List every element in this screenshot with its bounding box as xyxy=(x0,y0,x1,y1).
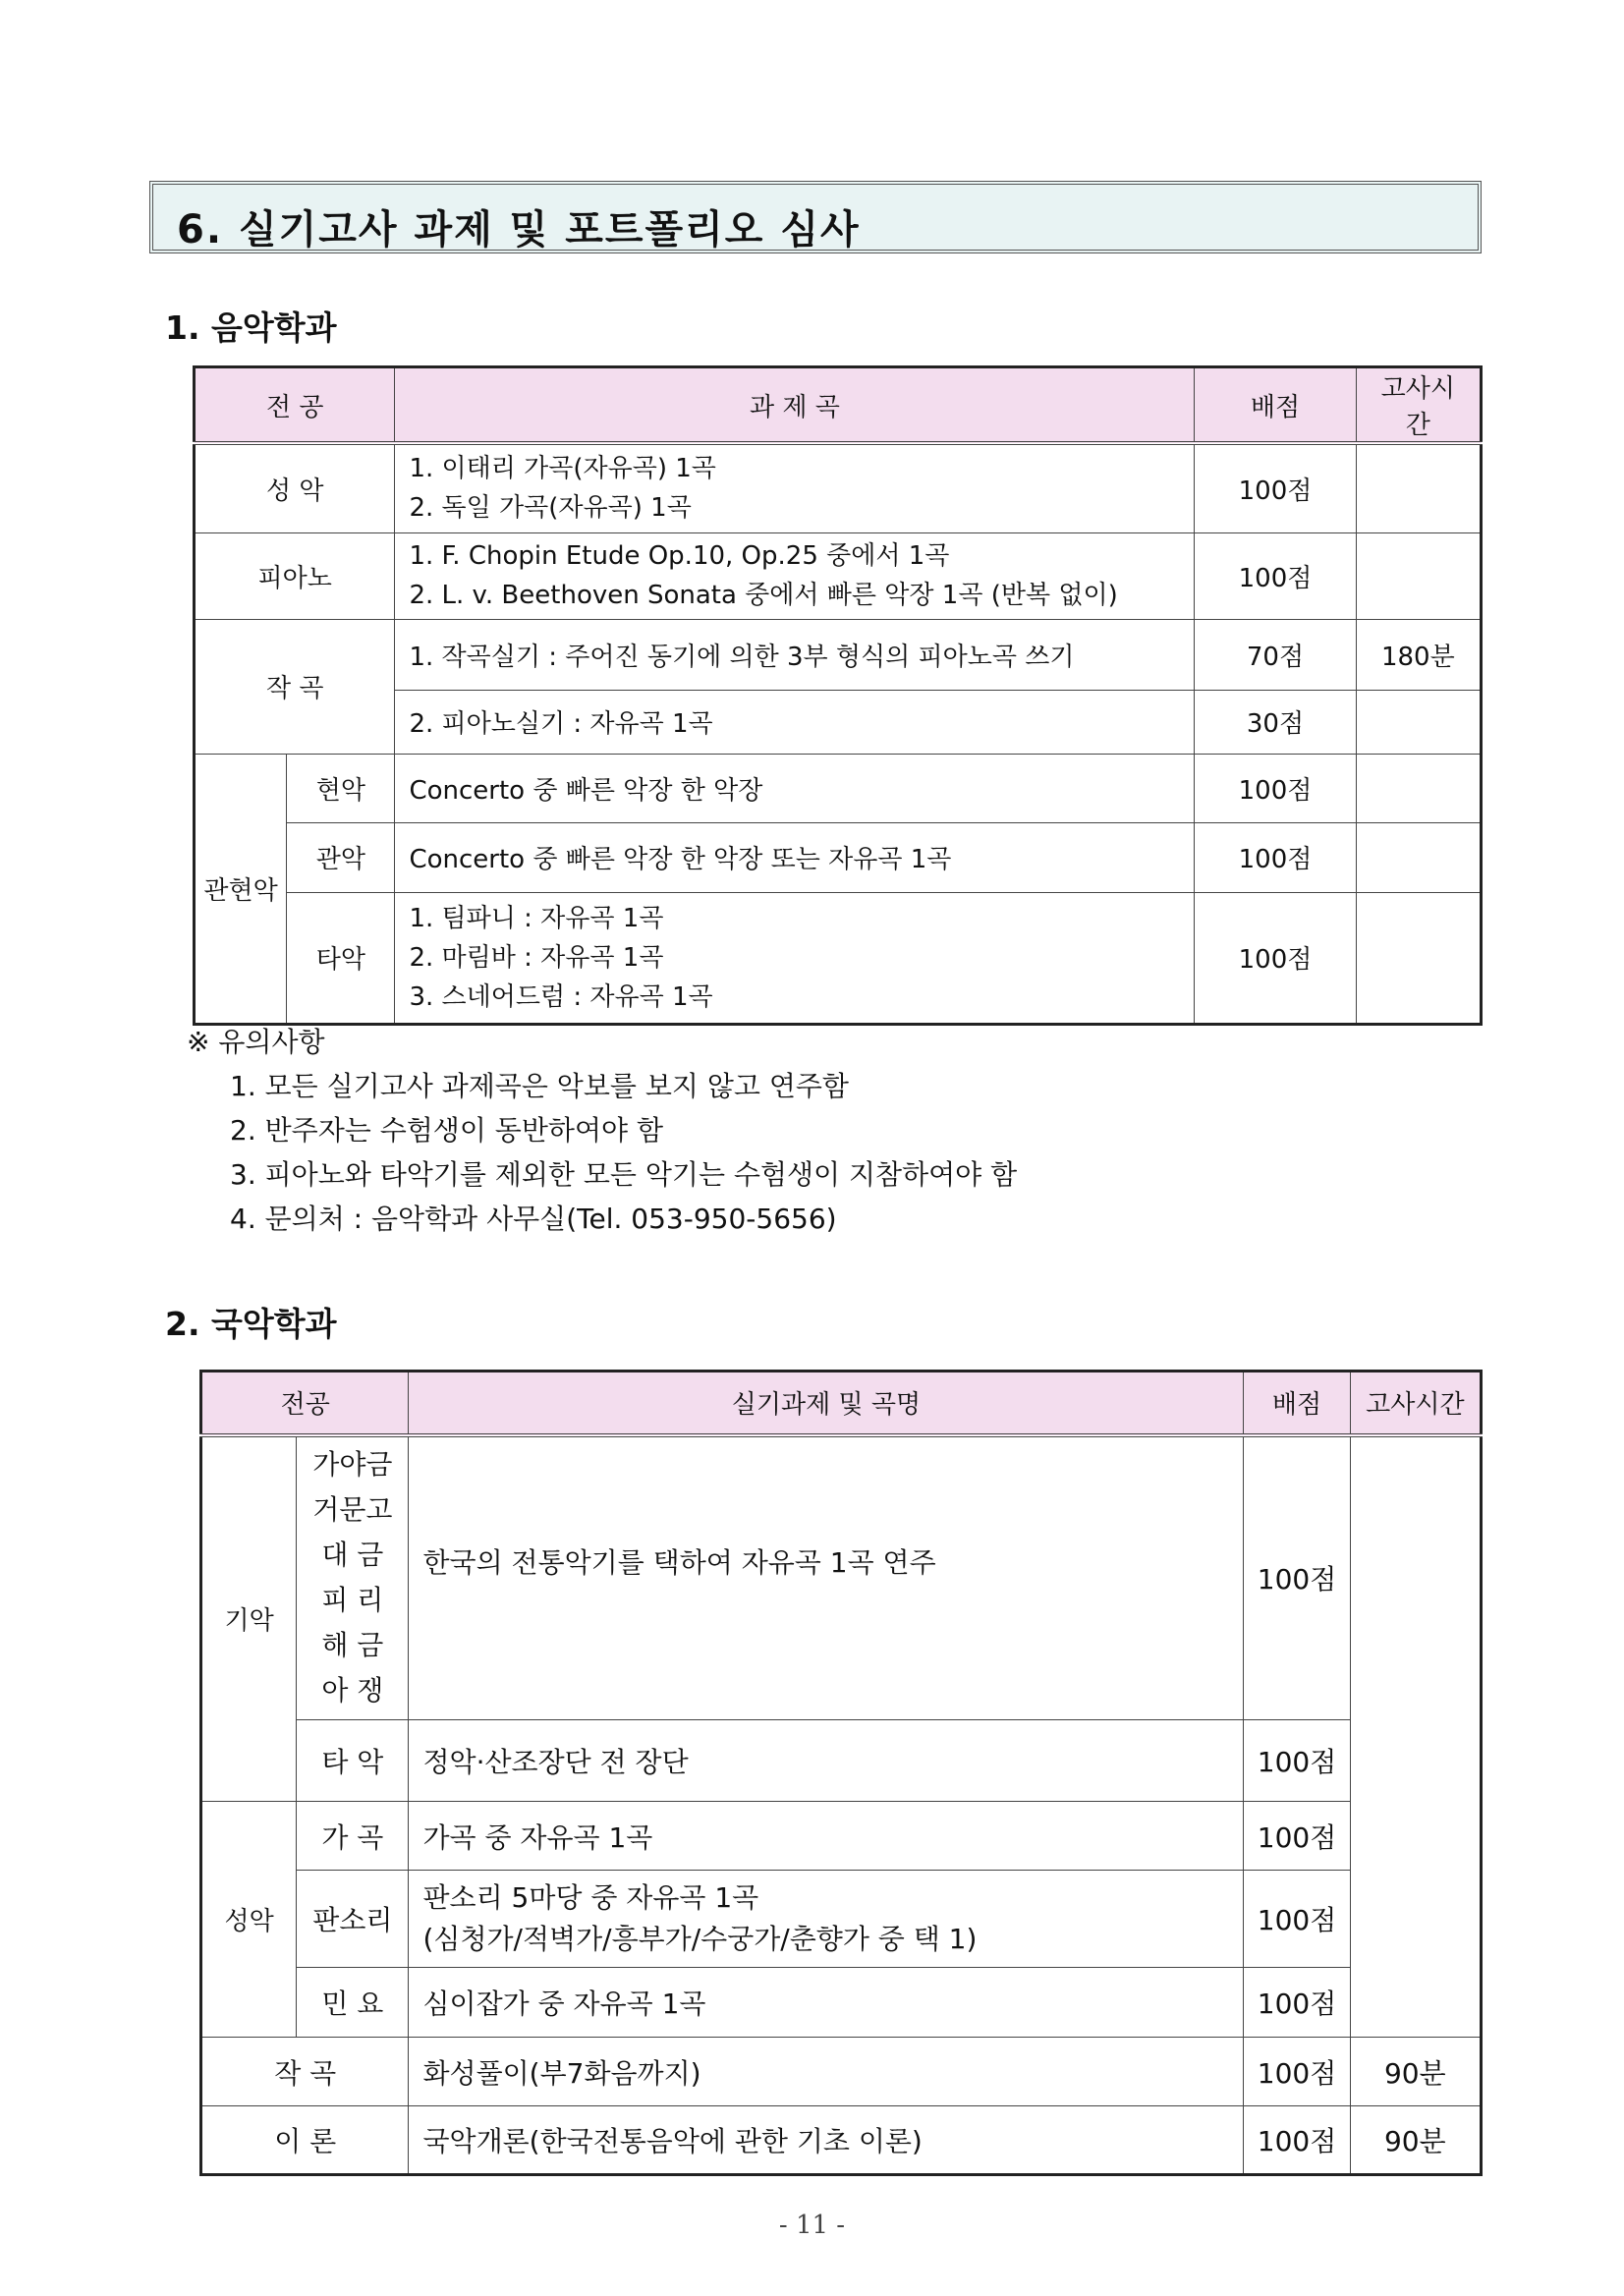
task-cell: Concerto 중 빠른 악장 한 악장 또는 자유곡 1곡 xyxy=(395,822,1195,892)
table-row xyxy=(201,1802,1482,1871)
header-score: 배점 xyxy=(1195,367,1356,444)
note-item: 4. 문의처 : 음악학과 사무실(Tel. 053-950-5656) xyxy=(230,1203,837,1235)
sub-major-cell: 타 악 xyxy=(297,1720,409,1802)
sub-major-cell: 현악 xyxy=(287,754,395,822)
music-table xyxy=(193,365,1483,1026)
table-row xyxy=(195,822,1482,892)
table-header-row xyxy=(201,1372,1482,1435)
time-cell: 90분 xyxy=(1350,2038,1481,2106)
notes-block xyxy=(187,1020,1017,1241)
major-cell: 관현악 xyxy=(195,754,287,1024)
task-cell: 정악·산조장단 전 장단 xyxy=(409,1720,1244,1802)
time-cell-empty xyxy=(1350,1435,1481,2038)
score-cell: 30점 xyxy=(1195,690,1356,754)
header-task: 실기과제 및 곡명 xyxy=(409,1372,1244,1435)
header-score: 배점 xyxy=(1244,1372,1350,1435)
task-cell: 1. 이태리 가곡(자유곡) 1곡 2. 독일 가곡(자유곡) 1곡 xyxy=(395,443,1195,532)
section-title: 6. 실기고사 과제 및 포트폴리오 심사 xyxy=(177,207,861,252)
sub-major-cell: 판소리 xyxy=(297,1871,409,1968)
table-row xyxy=(201,1435,1482,1720)
time-cell xyxy=(1356,754,1481,822)
table-header-row xyxy=(195,367,1482,444)
page-number: - 11 - xyxy=(778,2211,846,2240)
score-cell: 100점 xyxy=(1195,822,1356,892)
table-row xyxy=(201,2038,1482,2106)
major-cell: 작 곡 xyxy=(201,2038,409,2106)
score-cell: 100점 xyxy=(1244,1720,1350,1802)
sub-major-cell: 타악 xyxy=(287,892,395,1024)
major-cell: 성 악 xyxy=(195,443,395,532)
time-cell: 90분 xyxy=(1350,2106,1481,2175)
major-cell: 이 론 xyxy=(201,2106,409,2175)
korean-music-heading: 2. 국악학과 xyxy=(165,1305,337,1343)
table-row xyxy=(195,619,1482,690)
score-cell: 100점 xyxy=(1244,1871,1350,1968)
score-cell: 100점 xyxy=(1195,892,1356,1024)
table-row xyxy=(201,1968,1482,2038)
score-cell: 100점 xyxy=(1195,754,1356,822)
major-cell: 피아노 xyxy=(195,532,395,619)
task-cell: 심이잡가 중 자유곡 1곡 xyxy=(409,1968,1244,2038)
score-cell: 100점 xyxy=(1244,1802,1350,1871)
sub-major-cell: 관악 xyxy=(287,822,395,892)
table-row xyxy=(201,1720,1482,1802)
sub-major-cell: 민 요 xyxy=(297,1968,409,2038)
time-cell xyxy=(1356,892,1481,1024)
task-cell: 화성풀이(부7화음까지) xyxy=(409,2038,1244,2106)
score-cell: 100점 xyxy=(1195,443,1356,532)
task-cell: 2. 피아노실기 : 자유곡 1곡 xyxy=(395,690,1195,754)
major-cell: 성악 xyxy=(201,1802,297,2038)
time-cell xyxy=(1356,690,1481,754)
task-cell: 1. 팀파니 : 자유곡 1곡 2. 마림바 : 자유곡 1곡 3. 스네어드럼 : 자유곡 1곡 xyxy=(395,892,1195,1024)
note-item: 2. 반주자는 수험생이 동반하여야 함 xyxy=(230,1114,663,1147)
time-cell xyxy=(1356,822,1481,892)
time-cell xyxy=(1356,443,1481,532)
table-row xyxy=(195,532,1482,619)
note-item: 1. 모든 실기고사 과제곡은 악보를 보지 않고 연주함 xyxy=(230,1070,849,1102)
task-cell: 1. F. Chopin Etude Op.10, Op.25 중에서 1곡 2. L. v. Beethoven Sonata 중에서 빠른 악장 1곡 (반복 없이) xyxy=(395,532,1195,619)
time-cell xyxy=(1356,532,1481,619)
music-heading: 1. 음악학과 xyxy=(165,308,337,347)
score-cell: 100점 xyxy=(1244,1968,1350,2038)
major-cell: 작 곡 xyxy=(195,619,395,754)
table-row xyxy=(201,2106,1482,2175)
task-cell: 가곡 중 자유곡 1곡 xyxy=(409,1802,1244,1871)
header-task: 과 제 곡 xyxy=(395,367,1195,444)
task-cell: 판소리 5마당 중 자유곡 1곡 (심청가/적벽가/흥부가/수궁가/춘향가 중 택 1) xyxy=(409,1871,1244,1968)
time-cell: 180분 xyxy=(1356,619,1481,690)
header-time: 고사시간 xyxy=(1356,367,1481,444)
table-row xyxy=(195,754,1482,822)
header-major: 전 공 xyxy=(195,367,395,444)
task-cell: Concerto 중 빠른 악장 한 악장 xyxy=(395,754,1195,822)
score-cell: 100점 xyxy=(1195,532,1356,619)
notes-title: ※ 유의사항 xyxy=(187,1026,325,1058)
score-cell: 100점 xyxy=(1244,1435,1350,1720)
sub-major-cell: 가야금 거문고 대 금 피 리 해 금 아 쟁 xyxy=(297,1435,409,1720)
table-row xyxy=(201,1871,1482,1968)
major-cell: 기악 xyxy=(201,1435,297,1802)
korean-music-table xyxy=(199,1370,1483,2176)
score-cell: 100점 xyxy=(1244,2106,1350,2175)
section-banner xyxy=(149,181,1482,253)
sub-major-cell: 가 곡 xyxy=(297,1802,409,1871)
task-cell: 국악개론(한국전통음악에 관한 기초 이론) xyxy=(409,2106,1244,2175)
task-cell: 한국의 전통악기를 택하여 자유곡 1곡 연주 xyxy=(409,1435,1244,1720)
table-row xyxy=(195,443,1482,532)
score-cell: 100점 xyxy=(1244,2038,1350,2106)
header-major: 전공 xyxy=(201,1372,409,1435)
note-item: 3. 피아노와 타악기를 제외한 모든 악기는 수험생이 지참하여야 함 xyxy=(230,1158,1018,1191)
task-cell: 1. 작곡실기 : 주어진 동기에 의한 3부 형식의 피아노곡 쓰기 xyxy=(395,619,1195,690)
header-time: 고사시간 xyxy=(1350,1372,1481,1435)
score-cell: 70점 xyxy=(1195,619,1356,690)
table-row xyxy=(195,892,1482,1024)
